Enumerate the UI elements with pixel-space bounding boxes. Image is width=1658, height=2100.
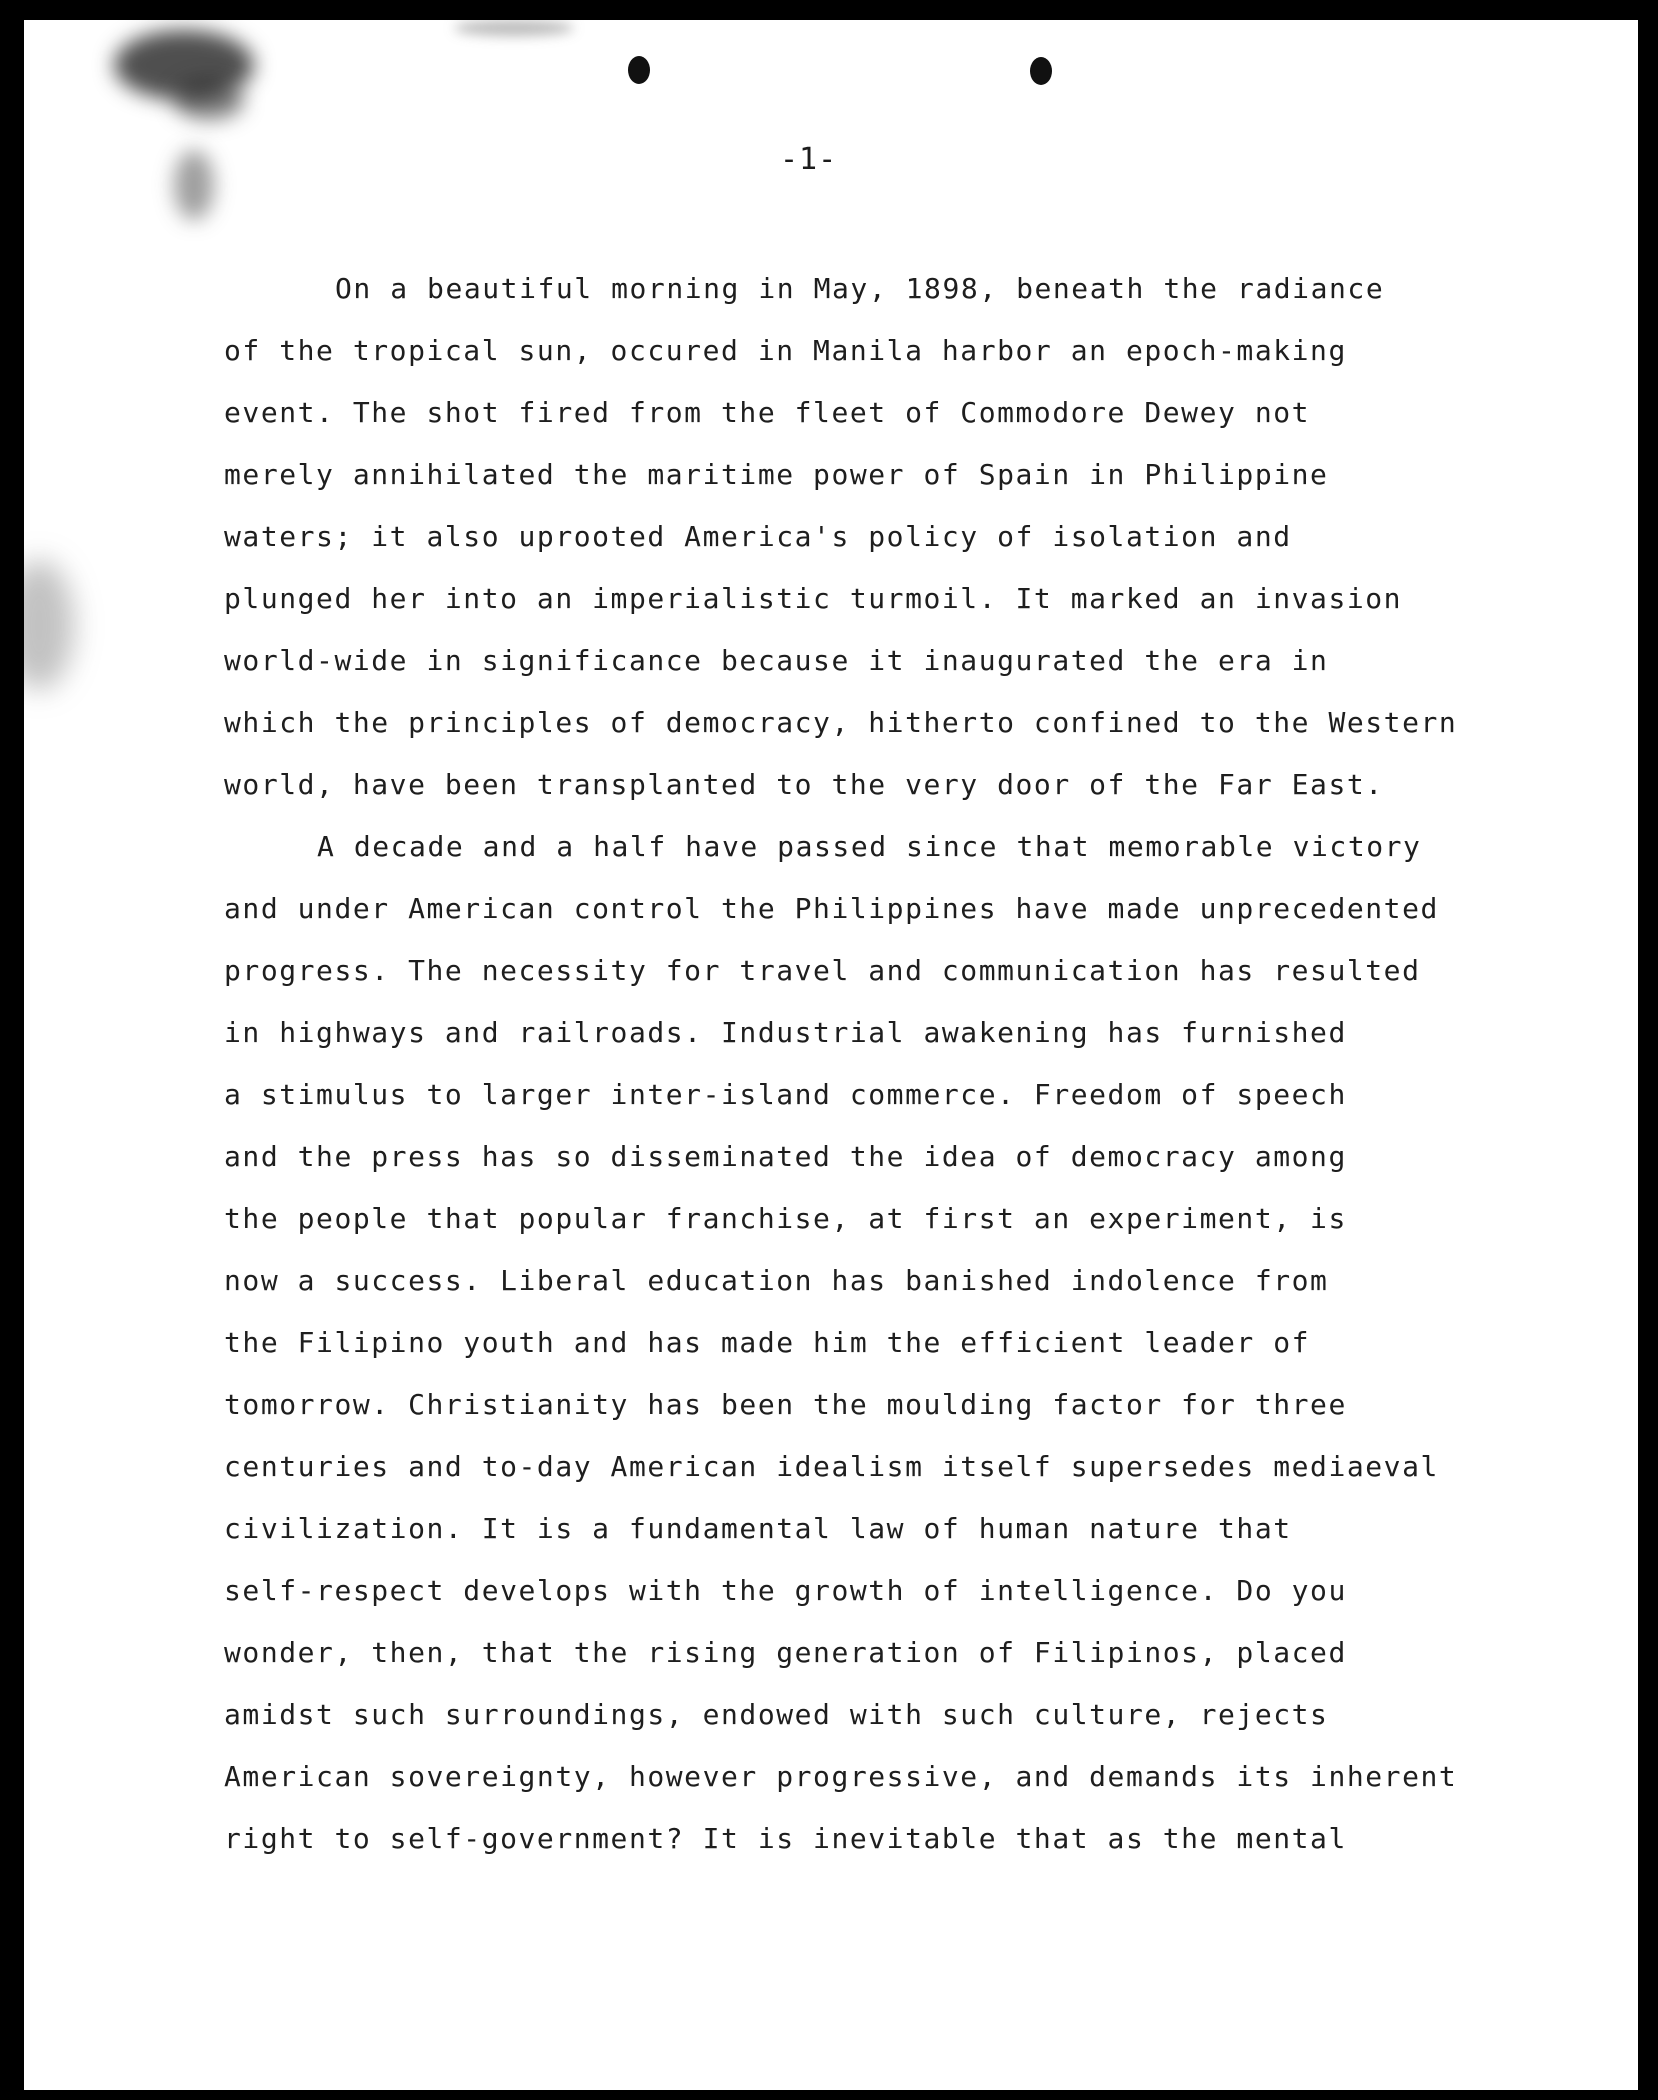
text-line: centuries and to-day American idealism itself supersedes mediaeval [224,1450,1439,1483]
text-line: and under American control the Philippines have made unprecedented [224,892,1439,925]
text-line: merely annihilated the maritime power of Spain in Philippine [224,458,1329,491]
text-line: civilization. It is a fundamental law of human nature that [224,1512,1292,1545]
text-line: the Filipino youth and has made him the efficient leader of [224,1326,1311,1359]
text-line: tomorrow. Christianity has been the moulding factor for three [224,1388,1347,1421]
binding-hole-left [628,56,650,84]
text-line: right to self-government? It is inevitable that as the mental [224,1822,1347,1855]
text-line: American sovereignty, however progressive, and demands its inherent [224,1760,1458,1793]
page-number: -1- [780,142,838,177]
text-line: in highways and railroads. Industrial awakening has furnished [224,1016,1347,1049]
text-line: of the tropical sun, occured in Manila harbor an epoch-making [224,334,1347,367]
binding-hole-right [1030,57,1052,85]
ink-smudge [174,80,244,120]
text-line: a stimulus to larger inter-island commerce. Freedom of speech [224,1078,1347,1111]
text-line: now a success. Liberal education has banished indolence from [224,1264,1329,1297]
text-line: self-respect develops with the growth of intelligence. Do you [224,1574,1347,1607]
body-text [224,258,1457,1870]
text-line: which the principles of democracy, hitherto confined to the Western [224,706,1458,739]
text-line: wonder, then, that the rising generation of Filipinos, placed [224,1636,1347,1669]
text-line: event. The shot fired from the fleet of Commodore Dewey not [224,396,1311,429]
text-line: world-wide in significance because it inaugurated the era in [224,644,1329,677]
text-line: progress. The necessity for travel and communication has resulted [224,954,1421,987]
text-line: world, have been transplanted to the very door of the Far East. [224,768,1384,801]
text-line: plunged her into an imperialistic turmoil. It marked an invasion [224,582,1403,615]
ink-smudge [174,150,214,220]
ink-smudge [454,20,574,36]
text-line: waters; it also uprooted America's policy of isolation and [224,520,1292,553]
text-line: amidst such surroundings, endowed with such culture, rejects [224,1698,1329,1731]
text-line: On a beautiful morning in May, 1898, beneath the radiance [335,272,1385,305]
text-line: and the press has so disseminated the idea of democracy among [224,1140,1347,1173]
ink-smudge [24,560,74,690]
text-line: A decade and a half have passed since that memorable victory [317,830,1422,863]
text-line: the people that popular franchise, at first an experiment, is [224,1202,1347,1235]
